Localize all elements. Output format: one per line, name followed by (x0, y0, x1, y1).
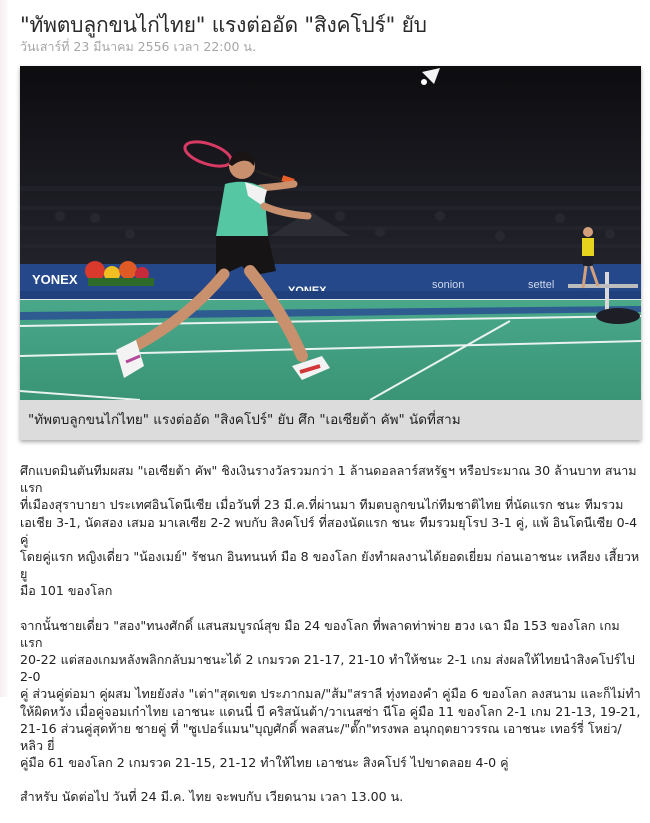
banner-text-4: settel (528, 279, 555, 291)
article-photo[interactable] (20, 66, 641, 400)
text-line: มือ 101 ของโลก (20, 583, 113, 599)
text-line: 20-22 แต่สองเกมหลังพลิกกลับมาชนะได้ 2 เกมรวด 21-17, 21-10 ทำให้ชนะ 2-1 เกม ส่งผลให้ไทยนำสิงคโปร์ไป 2-0 (20, 652, 635, 685)
paragraph-2 (20, 617, 642, 772)
article-body (20, 462, 642, 823)
text-line: ให้ผิดหวัง เมื่อคู่จอมเก๋าไทย เอาชนะ แดนนี่ บี คริสนันต้า/วาเนสซ่า นีโอ คู่มือ 11 ของโลก 2-1 เกม 21-13, 19-21, (20, 703, 641, 719)
text-line: ศึกแบดมินตันทีมผสม "เอเซียต้า คัพ" ชิงเงินรางวัลรวมกว่า 1 ล้านดอลลาร์สหรัฐฯ หรือประมาณ 30 ล้านบาท สนามแรก (20, 463, 637, 496)
banner-text-3: sonion (432, 279, 465, 291)
paragraph-3 (20, 788, 642, 805)
news-article (20, 0, 642, 805)
left-edge-strip (0, 0, 9, 697)
photo-card (20, 66, 641, 440)
text-line: คู่ ส่วนคู่ต่อมา คู่ผสม ไทยยังส่ง "เต่า"สุดเขต ประภากมล/"ส้ม"สราลี ทุ่งทองคำ คู่มือ 6 ของโลก ลงสนาม และก็ไม่ทำ (20, 686, 641, 702)
text-line: คู่มือ 61 ของโลก 2 เกมรวด 21-15, 21-12 ทำให้ไทย เอาชนะ สิงคโปร์ ไปขาดลอย 4-0 คู่ (20, 755, 509, 771)
text-line: โดยคู่แรก หญิงเดี่ยว "น้องเมย์" รัชนก อินทนนท์ มือ 8 ของโลก ยังทำผลงานได้ยอดเยี่ยม ก่อนเอาชนะ เหลียง เสี้ยวหยู (20, 549, 640, 582)
text-line: เอเชีย 3-1, นัดสอง เสมอ มาเลเซีย 2-2 พบกับ สิงคโปร์ ที่สองนัดแรก ชนะ ทีมรวมยุโรป 3-1 คู่, แพ้ อินโดนีเซีย 0-4 คู่ (20, 514, 638, 547)
paragraph-1 (20, 462, 642, 600)
text-line: 21-16 ส่วนคู่สุดท้าย ชายคู่ ที่ "ซูเปอร์แมน"บุญศักดิ์ พลสนะ/"ตั๊ก"ทรงพล อนุกฤตยาวรรณ เอาชนะ เทอร์รี่ โหย่ว/หลิว ยี่ (20, 720, 622, 754)
banner-text-1: YONEX (32, 272, 78, 287)
badminton-photo-illustration (20, 66, 641, 400)
text-line: ที่เมืองสุราบายา ประเทศอินโดนีเซีย เมื่อวันที่ 23 มี.ค.ที่ผ่านมา ทีมตบลูกขนไก่ทีมชาติไทย ที่นัดแรก ชนะ ทีมรวม (20, 497, 624, 513)
text-line: จากนั้นชายเดี่ยว "สอง"ทนงศักดิ์ แสนสมบูรณ์สุข มือ 24 ของโลก ที่พลาดท่าพ่าย ฮวง เฉา มือ 153 ของโลก เกมแรก (20, 617, 620, 650)
article-dateline: วันเสาร์ที่ 23 มีนาคม 2556 เวลา 22:00 น. (20, 39, 256, 54)
article-headline: "ทัพตบลูกขนไก่ไทย" แรงต่ออัด "สิงคโปร์" ยับ (20, 13, 427, 37)
photo-caption: "ทัพตบลูกขนไก่ไทย" แรงต่ออัด "สิงคโปร์" ยับ ศึก "เอเซียต้า คัพ" นัดที่สาม (20, 400, 641, 440)
text-line: สำหรับ นัดต่อไป วันที่ 24 มี.ค. ไทย จะพบกับ เวียดนาม เวลา 13.00 น. (20, 789, 404, 805)
